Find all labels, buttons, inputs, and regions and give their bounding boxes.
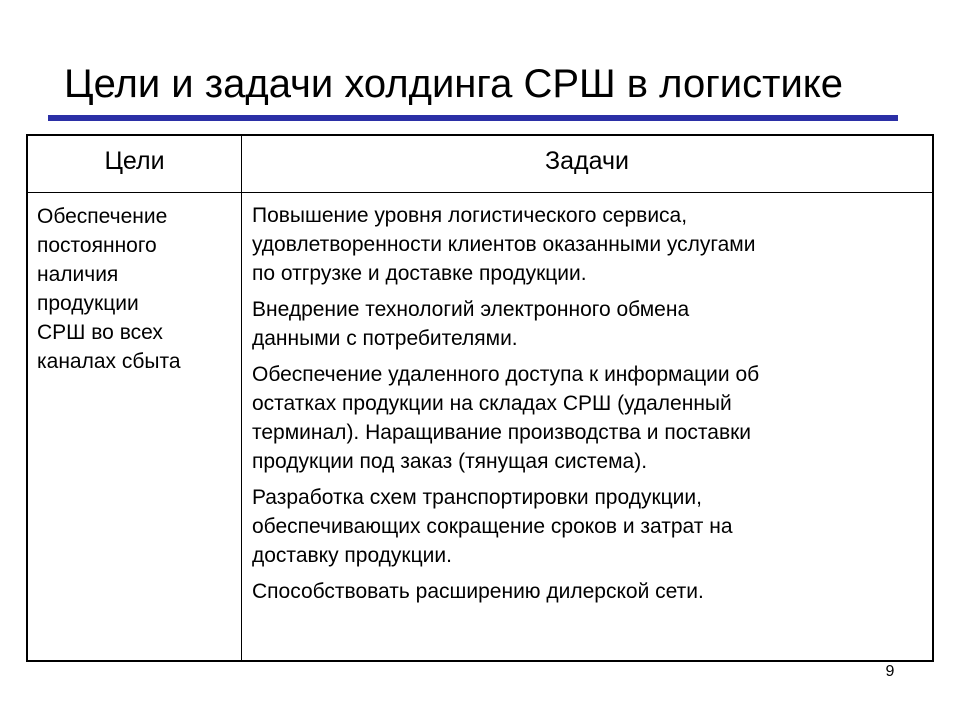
header-tasks: Задачи <box>545 147 629 175</box>
task-item-3: Обеспечение удаленного доступа к информации об остатках продукции на складах СРШ (удаленный терминал). Наращивание производства и поставки продукции под заказ (тянущая система). <box>252 363 760 473</box>
goals-cell: Обеспечение постоянного наличия продукции СРШ во всех каналах сбыта <box>37 205 181 373</box>
goals-tasks-table <box>26 134 934 662</box>
slide-title: Цели и задачи холдинга СРШ в логистике <box>64 62 843 106</box>
column-divider <box>241 136 242 660</box>
task-item-5: Способствовать расширению дилерской сети. <box>252 580 704 603</box>
title-underline <box>48 115 898 121</box>
task-item-4: Разработка схем транспортировки продукции, обеспечивающих сокращение сроков и затрат на доставку продукции. <box>252 486 733 567</box>
header-goals: Цели <box>104 147 165 175</box>
tasks-cell <box>252 201 922 613</box>
page-number: 9 <box>885 663 895 680</box>
table-header-row <box>28 136 932 193</box>
task-item-1: Повышение уровня логистического сервиса, удовлетворенности клиентов оказанными услугами по отгрузке и доставке продукции. <box>252 204 756 285</box>
task-item-2: Внедрение технологий электронного обмена данными с потребителями. <box>252 298 690 350</box>
